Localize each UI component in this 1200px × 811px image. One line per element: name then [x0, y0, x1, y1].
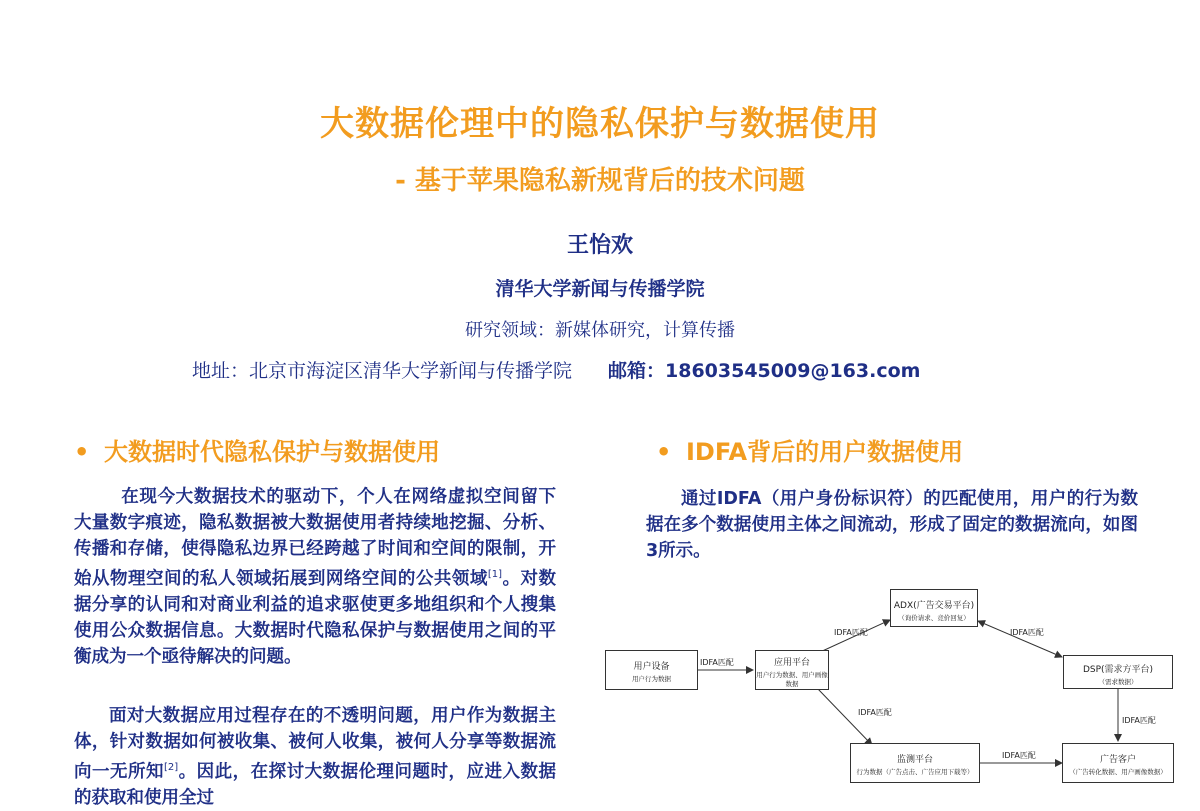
- affiliation: 清华大学新闻与传播学院: [495, 278, 705, 300]
- bullet-icon: •: [656, 438, 672, 466]
- edge-label: IDFA匹配: [1010, 628, 1044, 637]
- node-sub: （询价请求、竞价回复）: [898, 614, 970, 622]
- paragraph-1: [74, 484, 556, 670]
- edge-label: IDFA匹配: [1122, 716, 1156, 725]
- node-adx: [890, 589, 978, 627]
- address: 地址：北京市海淀区清华大学新闻与传播学院: [192, 360, 573, 382]
- author-name: 王怡欢: [566, 233, 633, 258]
- node-sub: （广告转化数据、用户画像数据）: [1069, 768, 1167, 776]
- node-title: DSP(需求方平台): [1082, 665, 1154, 675]
- paragraph-text: 。对数据分享的认同和对商业利益的追求驱使更多地组织和个人搜集使用公众数据信息。大数据时代隐私保护与数据使用之间的平衡成为一个亟待解决的问题。: [74, 568, 557, 667]
- node-sub: 行为数据（广告点击、广告应用下载等）: [856, 768, 974, 776]
- node-sub: 用户行为数据、用户画像数据: [756, 671, 828, 688]
- paragraph-idfa: 通过IDFA（用户身份标识符）的匹配使用，用户的行为数据在多个数据使用主体之间流动，形成了固定的数据流向，如图3所示。: [646, 489, 1138, 561]
- node-dsp: [1063, 655, 1173, 689]
- poster-subtitle: - 基于苹果隐私新规背后的技术问题: [395, 166, 805, 196]
- data-flow-diagram: [600, 585, 1190, 800]
- poster-title: 大数据伦理中的隐私保护与数据使用: [320, 104, 880, 144]
- node-user-device: [605, 650, 698, 690]
- section-heading-privacy: [74, 432, 440, 467]
- edge-label: IDFA匹配: [1002, 751, 1036, 760]
- node-sub: （需求数据）: [1098, 678, 1138, 686]
- paragraph-text: 面对大数据应用过程存在的不透明问题，用户作为数据主体，针对数据如何被收集、被何人收集，被何人分享等数据流向一无所知: [74, 706, 556, 782]
- contact-line: [192, 356, 920, 383]
- section-heading-text: IDFA背后的用户数据使用: [686, 438, 964, 466]
- section-heading-text: 大数据时代隐私保护与数据使用: [104, 438, 440, 466]
- bullet-icon: •: [74, 438, 90, 466]
- node-title: ADX(广告交易平台): [893, 601, 975, 611]
- citation-ref: [1]: [487, 569, 503, 580]
- edge-label: IDFA匹配: [834, 628, 868, 637]
- paragraph-2: [74, 703, 556, 811]
- research-field: 研究领域：新媒体研究，计算传播: [465, 320, 735, 341]
- node-advertiser: [1062, 743, 1174, 783]
- paragraph-text: 。因此，在探讨大数据伦理问题时，应进入数据的获取和使用全过: [74, 761, 557, 808]
- citation-ref: [2]: [163, 762, 179, 773]
- node-title: 用户设备: [633, 662, 670, 672]
- section-heading-idfa: [656, 432, 963, 467]
- node-sub: 用户行为数据: [632, 675, 671, 683]
- node-title: 监测平台: [896, 755, 933, 765]
- edge-label: IDFA匹配: [700, 658, 734, 667]
- edge-label: IDFA匹配: [858, 708, 892, 717]
- node-title: 应用平台: [773, 658, 810, 668]
- email: 邮箱：18603545009@163.com: [608, 360, 921, 382]
- node-title: 广告客户: [1099, 755, 1136, 765]
- node-app-platform: [755, 650, 829, 690]
- node-monitor: [850, 743, 980, 783]
- paragraph-text: 在现今大数据技术的驱动下，个人在网络虚拟空间留下大量数字痕迹，隐私数据被大数据使用者持续地挖掘、分析、传播和存储，使得隐私边界已经跨越了时间和空间的限制，开始从物理空间的私人领域拓展到网络空间的公共领域: [74, 487, 556, 589]
